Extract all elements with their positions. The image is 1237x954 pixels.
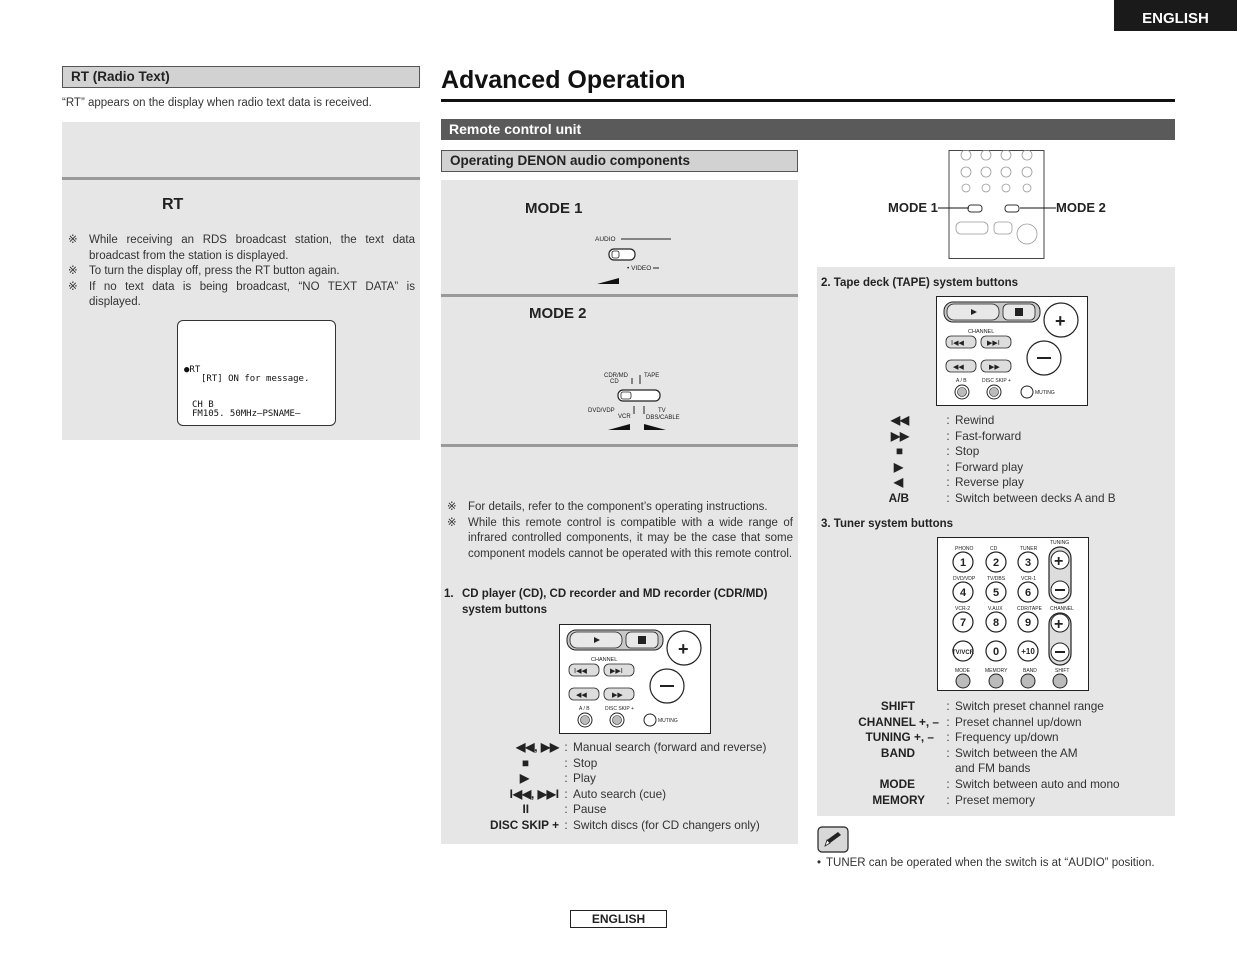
svg-text:CHANNEL: CHANNEL — [1050, 606, 1074, 612]
note-item: ※ For details, refer to the component’s operating instructions. — [447, 501, 768, 513]
svg-text:I◀◀: I◀◀ — [951, 339, 964, 347]
svg-text:DVD/VDP: DVD/VDP — [588, 408, 615, 414]
mode1-switch-illustration — [591, 232, 681, 288]
key-row: I◀◀, ▶▶I : Auto search (cue) — [509, 786, 667, 801]
note-item: ※ If no text data is being broadcast, “NO TEXT DATA” is displayed. — [68, 280, 415, 308]
key-row: DISC SKIP + : Switch discs (for CD changers only) — [490, 817, 760, 832]
svg-text:CHANNEL: CHANNEL — [968, 329, 995, 335]
svg-text:• VIDEO: • VIDEO — [627, 265, 652, 272]
svg-text:MODE 2: MODE 2 — [1056, 200, 1106, 215]
footer-language-label: ENGLISH — [570, 910, 667, 928]
svg-text:6: 6 — [1024, 587, 1032, 599]
svg-text:5: 5 — [992, 587, 1000, 599]
rt-procedure-box — [62, 122, 420, 440]
denon-procedure-box — [441, 180, 798, 844]
svg-text:VCR-1: VCR-1 — [1021, 576, 1037, 582]
language-tab: ENGLISH — [1114, 0, 1237, 31]
svg-text:DISC SKIP +: DISC SKIP + — [605, 706, 634, 712]
cd-key-list — [441, 740, 798, 834]
svg-text:▶▶I: ▶▶I — [987, 339, 1000, 347]
key-row: A/B : Switch between decks A and B — [888, 490, 1116, 505]
svg-text:TUNING: TUNING — [1050, 540, 1070, 546]
svg-text:◀◀: ◀◀ — [576, 691, 587, 699]
svg-text:◀◀: ◀◀ — [953, 363, 964, 371]
key-row: and FM bands — [955, 761, 1031, 776]
svg-text:TAPE: TAPE — [644, 373, 660, 379]
svg-text:TUNER: TUNER — [1020, 546, 1038, 552]
rt-display-illustration: ●RT [RT] ON for message. CH B FM105. 50MHz—PSNAME— — [177, 320, 336, 426]
note-item: ※ While this remote control is compatible with a wide range of infrared controlled components, it may be the case that some component models cannot be operated with this remote control. — [447, 516, 793, 560]
key-row: MODE : Switch between auto and mono — [879, 776, 1120, 791]
svg-text:CD: CD — [610, 379, 619, 385]
key-row: ◀◀, ▶▶ : Manual search (forward and reverse) — [516, 740, 767, 754]
svg-text:A / B: A / B — [579, 706, 590, 712]
svg-text:2: 2 — [992, 557, 1000, 569]
mode2-switch-illustration — [586, 370, 696, 434]
key-row: ◀◀ : Rewind — [890, 413, 995, 427]
svg-text:CDR/TAPE: CDR/TAPE — [1017, 606, 1042, 612]
divider — [441, 294, 798, 297]
rt-button-label: RT — [162, 196, 184, 213]
svg-text:CHANNEL: CHANNEL — [591, 657, 618, 663]
tape-key-list — [817, 413, 1175, 507]
svg-text:▶▶I: ▶▶I — [610, 667, 623, 675]
pencil-icon — [817, 826, 849, 853]
svg-text:MUTING: MUTING — [1035, 390, 1055, 396]
svg-text:TV: TV — [658, 408, 666, 414]
key-row: ■ : Stop — [895, 444, 980, 459]
tuner-key-list — [817, 699, 1175, 808]
svg-text:MODE: MODE — [955, 668, 970, 674]
svg-text:TV/DBS: TV/DBS — [987, 576, 1006, 582]
svg-text:VCR-2: VCR-2 — [955, 606, 971, 612]
tape-remote-illustration — [936, 296, 1088, 406]
section-title-denon: Operating DENON audio components — [441, 150, 798, 172]
mode-switch-remote-illustration — [886, 150, 1108, 260]
mode2-label: MODE 2 — [529, 305, 587, 322]
divider — [441, 444, 798, 447]
key-row: ▶ : Forward play — [893, 459, 1024, 474]
svg-text:8: 8 — [992, 617, 1000, 629]
key-row: CHANNEL +, – : Preset channel up/down — [858, 714, 1082, 729]
note-item: ※ To turn the display off, press the RT button again. — [68, 265, 340, 277]
svg-text:▶▶: ▶▶ — [612, 691, 623, 699]
key-row: MEMORY : Preset memory — [872, 792, 1035, 807]
key-row: ◀ : Reverse play — [893, 475, 1024, 490]
section-title-rt: RT (Radio Text) — [62, 66, 420, 88]
memo-note: • TUNER can be operated when the switch is at “AUDIO” position. — [817, 857, 1155, 869]
divider — [62, 177, 420, 180]
svg-text:CDR/MD: CDR/MD — [604, 373, 628, 379]
svg-text:MEMORY: MEMORY — [985, 668, 1008, 674]
svg-text:A / B: A / B — [956, 378, 967, 384]
svg-text:SHIFT: SHIFT — [1055, 668, 1070, 674]
tuner-heading: 3. Tuner system buttons — [821, 518, 954, 530]
svg-text:▶▶: ▶▶ — [989, 363, 1000, 371]
svg-text:MUTING: MUTING — [658, 718, 678, 724]
svg-text:+: + — [678, 639, 689, 659]
rt-notes — [68, 233, 415, 311]
note-item: ※ While receiving an RDS broadcast station, the text data broadcast from the station is displayed. — [68, 234, 415, 262]
svg-text:I◀◀: I◀◀ — [574, 667, 587, 675]
mode1-label: MODE 1 — [525, 200, 583, 217]
svg-text:BAND: BAND — [1023, 668, 1037, 674]
svg-text:VCR: VCR — [618, 414, 631, 420]
remote-control-bar: Remote control unit — [441, 119, 1175, 140]
svg-text:3: 3 — [1024, 557, 1032, 569]
svg-text:AUDIO: AUDIO — [595, 236, 616, 243]
svg-text:1: 1 — [959, 557, 967, 569]
tuner-remote-illustration — [937, 537, 1089, 691]
key-row: II : Pause — [522, 802, 607, 817]
svg-text:+: + — [1054, 616, 1064, 633]
remote-buttons-box — [817, 267, 1175, 816]
svg-text:PHONO: PHONO — [955, 546, 974, 552]
key-row: TUNING +, – : Frequency up/down — [865, 730, 1059, 745]
key-row: ■ : Stop — [521, 755, 598, 770]
key-row: ▶▶ : Fast-forward — [890, 428, 1022, 443]
svg-text:MODE 1: MODE 1 — [888, 200, 938, 215]
page-title: Advanced Operation — [441, 66, 686, 94]
svg-text:0: 0 — [992, 646, 1000, 658]
key-row: BAND : Switch between the AM — [880, 745, 1078, 760]
tape-heading: 2. Tape deck (TAPE) system buttons — [821, 277, 1019, 289]
cd-remote-illustration — [559, 624, 711, 734]
svg-text:V.AUX: V.AUX — [988, 606, 1003, 612]
svg-text:TV/VCR: TV/VCR — [951, 650, 975, 656]
rt-intro: “RT” appears on the display when radio text data is received. — [62, 97, 372, 109]
svg-text:9: 9 — [1024, 617, 1032, 629]
key-row: ▶ : Play — [519, 771, 596, 786]
svg-text:7: 7 — [959, 617, 967, 629]
svg-text:+: + — [1054, 553, 1064, 570]
cd-heading: 1. CD player (CD), CD recorder and MD recorder (CDR/MD) system buttons — [444, 588, 768, 616]
svg-text:+: + — [1055, 311, 1066, 331]
svg-text:+10: +10 — [1021, 647, 1035, 656]
svg-text:DBS/CABLE: DBS/CABLE — [646, 415, 680, 421]
key-row: SHIFT : Switch preset channel range — [880, 699, 1104, 713]
svg-text:DVD/VDP: DVD/VDP — [953, 576, 976, 582]
denon-notes — [447, 500, 793, 562]
svg-text:4: 4 — [959, 587, 967, 599]
svg-text:DISC SKIP +: DISC SKIP + — [982, 378, 1011, 384]
title-rule — [441, 99, 1175, 102]
svg-text:CD: CD — [990, 546, 998, 552]
